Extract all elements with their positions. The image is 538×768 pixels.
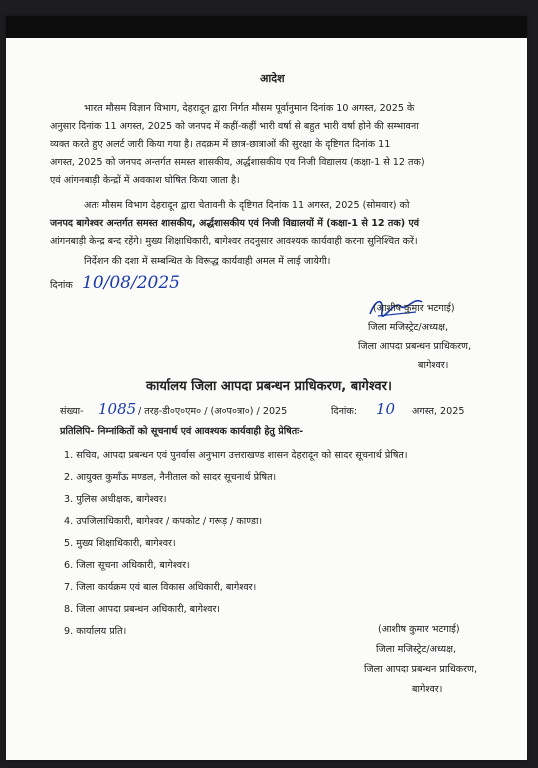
office-date-label: दिनांक: bbox=[331, 406, 357, 417]
copy-item-3: 3. पुलिस अधीक्षक, बागेश्वर। bbox=[64, 494, 167, 505]
para1-line-1: भारत मौसम विज्ञान विभाग, देहरादून द्वारा निर्गत मौसम पूर्वानुमान दिनांक 10 अगस्त, 2025 के bbox=[84, 103, 415, 114]
para1-line-3: व्यक्त करते हुए अलर्ट जारी किया गया है। तदक्रम में छात्र-छात्राओं की सुरक्षा के दृष्टिगत दिनांक 11 bbox=[50, 139, 391, 150]
letter-number-ref: / तरह-डी०ए०एम० / (अ०प०त्रा०) / 2025 bbox=[138, 406, 288, 417]
copy-item-9: 9. कार्यालय प्रति। bbox=[64, 626, 127, 637]
order-date-handwritten: 10/08/2025 bbox=[82, 273, 180, 293]
sign-top-designation: जिला मजिस्ट्रेट/अध्यक्ष, bbox=[368, 322, 449, 333]
para2-line-3: आंगनबाड़ी केन्द्र बन्द रहेंगे। मुख्य शिक्षाधिकारी, बागेश्वर तदनुसार आवश्यक कार्यवाही करना सुनिश्चित करें। bbox=[50, 236, 418, 247]
sign-bottom-designation: जिला मजिस्ट्रेट/अध्यक्ष, bbox=[376, 644, 457, 655]
copy-item-4: 4. उपजिलाधिकारी, बागेश्वर / कपकोट / गरूड़ / काण्डा। bbox=[64, 516, 263, 527]
para3: निर्देशन की दशा में सम्बन्धित के विरूद्ध कार्यवाही अमल में लाई जायेगी। bbox=[84, 256, 331, 267]
sign-bottom-name: (आशीष कुमार भटगाई) bbox=[378, 624, 460, 635]
office-date-rest: अगस्त, 2025 bbox=[412, 406, 465, 417]
copy-item-5: 5. मुख्य शिक्षाधिकारी, बागेश्वर। bbox=[64, 538, 176, 549]
para1-line-4: अगस्त, 2025 को जनपद अन्तर्गत समस्त शासकीय, अर्द्धशासकीय एव निजी विद्यालय (कक्षा-1 से 12 तक) bbox=[50, 157, 425, 168]
para2-line-2: जनपद बागेश्वर अन्तर्गत समस्त शासकीय, अर्द्धशासकीय एवं निजी विद्यालयों में (कक्षा-1 से 12 तक) एवं bbox=[50, 218, 420, 229]
sign-top-authority: जिला आपदा प्रबन्धन प्राधिकरण, bbox=[358, 341, 471, 352]
sign-top-name: (आशीष कुमार भटगाई) bbox=[373, 303, 455, 314]
order-title: आदेश bbox=[260, 72, 285, 85]
office-heading: कार्यालय जिला आपदा प्रबन्धन प्राधिकरण, बागेश्वर। bbox=[146, 379, 392, 394]
copy-item-8: 8. जिला आपदा प्रबन्धन अधिकारी, बागेश्वर। bbox=[64, 604, 221, 615]
sign-bottom-place: बागेश्वर। bbox=[412, 684, 443, 695]
document-page bbox=[6, 16, 527, 760]
copy-item-1: 1. सचिव, आपदा प्रबन्धन एवं पुनर्वास अनुभाग उत्तराखण्ड शासन देहरादून को सादर सूचनार्थ प्रेषित। bbox=[64, 450, 408, 461]
copy-heading: प्रतिलिपि- निम्नांकितों को सूचनार्थ एवं आवश्यक कार्यवाही हेतु प्रेषितः- bbox=[60, 426, 304, 437]
office-date-handwritten: 10 bbox=[376, 400, 396, 418]
sign-bottom-authority: जिला आपदा प्रबन्धन प्राधिकरण, bbox=[364, 664, 477, 675]
copy-item-6: 6. जिला सूचना अधिकारी, बागेश्वर। bbox=[64, 560, 190, 571]
sign-top-place: बागेश्वर। bbox=[418, 360, 449, 371]
letter-number-handwritten: 1085 bbox=[98, 400, 137, 418]
letter-number-label: संख्या- bbox=[60, 406, 84, 417]
copy-item-2: 2. आयुक्त कुमाँऊ मण्डल, नैनीताल को सादर सूचनार्थ प्रेषित। bbox=[64, 472, 277, 483]
scan-top-border bbox=[6, 16, 527, 38]
para2-line-1: अतः मौसम विभाग देहरादून द्वारा चेतावनी के दृष्टिगत दिनांक 11 अगस्त, 2025 (सोमवार) को bbox=[84, 200, 410, 211]
para1-line-2: अनुसार दिनांक 11 अगस्त, 2025 को जनपद में कहीं-कहीं भारी वर्षा से बहुत भारी वर्षा होने की सम्भावना bbox=[50, 121, 419, 132]
order-date-label: दिनांक bbox=[50, 280, 73, 291]
copy-item-7: 7. जिला कार्यक्रम एवं बाल विकास अधिकारी, बागेश्वर। bbox=[64, 582, 257, 593]
para1-line-5: एवं आंगनबाड़ी केन्द्रों में अवकाश घोषित किया जाता है। bbox=[50, 175, 240, 186]
